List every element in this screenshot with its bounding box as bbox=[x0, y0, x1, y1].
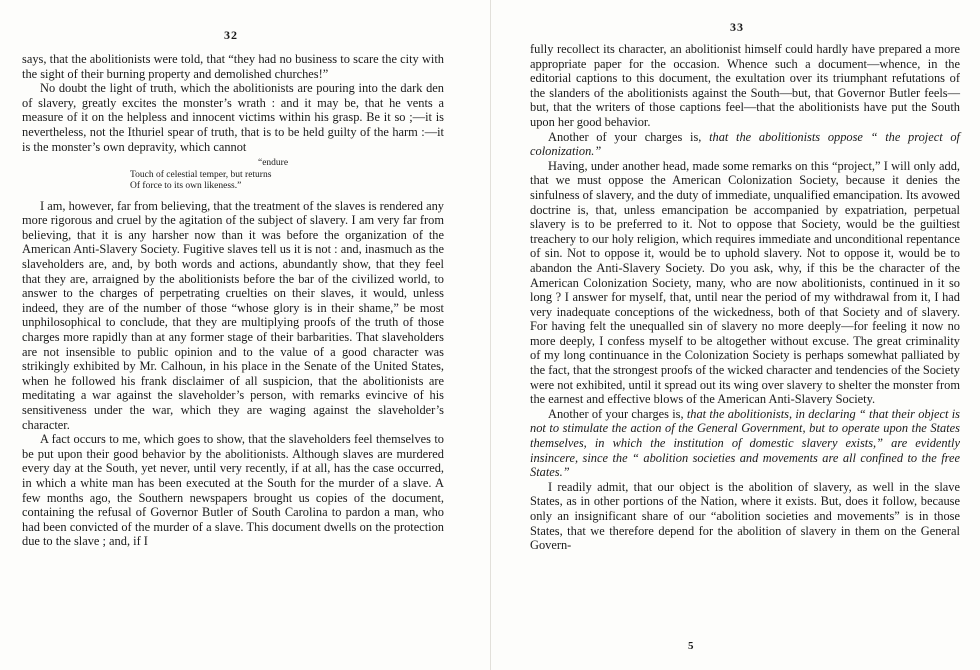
right-page bbox=[490, 0, 980, 670]
page-number-right: 33 bbox=[730, 20, 744, 34]
italic-quote: that the abolitionists oppose “ the project of colonization.” bbox=[530, 129, 960, 159]
quote-line: “endure bbox=[258, 158, 289, 169]
paragraph: Having, under another head, made some remarks on this “project,” I will only add, that we must oppose the American Colonization Society, because it denies the sinfulness of slavery, and the duty of immediate, unqualified emancipation. Its avowed doctrine is, that, unless emancipation be accompanied by expatriation, perpetual slavery is to be preferred to it. Not to oppose that Society, would be the guiltiest treachery to our holy religion, which requires immediate and unconditional repentance of sin. Not to oppose it, would be to uphold slavery. Not to oppose it, would be to abandon the Anti-Slavery Society. Do you ask, why, if this be the character of the American Colonization Society, many, who are now abolitionists, continued in it so long ? I answer for myself, that, until near the period of my withdrawal from it, I had very inadequate conceptions of the wickedness, both of that Society and of slavery. For having felt the unequalled sin of slavery no more deeply—for feeling it now no more deeply, I confess myself to be altogether without excuse. The great criminality of my long continuance in the Colonization Society is perhaps somewhat palliated by the fact, that the strongest proofs of the wicked character and tendencies of the Society were not exhibited, until it spread out its wing over slavery to shelter the monster from the earnest and effective blows of the American Anti-Slavery Society. bbox=[530, 158, 960, 407]
left-text-column bbox=[22, 52, 444, 549]
paragraph: A fact occurs to me, which goes to show, that the slaveholders feel themselves to be put upon their good behavior by the abolitionists. Although slaves are murdered every day at the South, yet never, until very recently, if at all, has the case occurred, in which a white man has been executed at the South for the murder of a slave. A few months ago, the Southern newspapers brought us copies of the document, containing the refusal of Governor Butler of South Carolina to pardon a man, who had been convicted of the murder of a slave. This document dwells on the protection due to the slave ; and, if I bbox=[22, 432, 444, 549]
paragraph: I am, however, far from believing, that the treatment of the slaves is rendered any more rigorous and cruel by the agitation of the subject of slavery. I am very far from believing, that it is any harsher now than it was before the organization of the American Anti-Slavery Society. Fugitive slaves tell us it is not : and, inasmuch as the slaveholders are, and, by both words and actions, abundantly show, that they feel that they are, arraigned by the abolitionists before the bar of the civilized world, to answer to the charges of perpetrating cruelties on their slaves, it would, unless indeed, they are of the number of those “whose glory is in their shame,” be most unphilosophical to conclude, that they are multiplying proofs of the truth of those charges more rapidly than at any former stage of their barbarities. That slaveholders are not insensible to public opinion and to the value of a good character was strikingly exhibited by Mr. Calhoun, in his place in the Senate of the United States, when he followed his frank disclaimer of all suspicion, that the abolitionists are meditating a war against the slaveholder’s person, with remarks evincive of his sensitiveness under the war, which they are waging against the slaveholder’s character. bbox=[22, 198, 444, 432]
paragraph-text: Another of your charges is, bbox=[548, 129, 710, 144]
quote-line: Touch of celestial temper, but returns bbox=[130, 169, 272, 180]
block-quote bbox=[130, 158, 444, 193]
paragraph-text: Another of your charges is, bbox=[548, 406, 687, 421]
signature-mark: 5 bbox=[688, 640, 694, 652]
quote-line: Of force to its own likeness.” bbox=[130, 181, 242, 192]
right-text-column bbox=[530, 42, 960, 553]
paragraph: I readily admit, that our object is the abolition of slavery, as well in the slave States, as in other portions of the Nation, where it exists. But, does it follow, because only an insignificant share of our “abolition societies and movements” is in those States, that we therefore depend for the abolition of slavery in them on the General Govern- bbox=[530, 479, 960, 553]
paragraph: No doubt the light of truth, which the abolitionists are pouring into the dark den of slavery, greatly excites the monster’s wrath : and it may be, that he vents a measure of it on the helpless and innocent victims within his grasp. Be it so ;—it is nevertheless, not the Ithuriel spear of truth, that is to be held guilty of the harm :—it is the monster’s own depravity, which cannot bbox=[22, 81, 444, 154]
paragraph bbox=[530, 130, 960, 159]
paragraph bbox=[530, 407, 960, 480]
page-number-left: 32 bbox=[224, 28, 238, 42]
paragraph: fully recollect its character, an abolitionist himself could hardly have prepared a more appropriate paper for the occasion. Whence such a document—whence, in the editorial captions to this document, the exultation over its triumphant refutations of the slanders of the abolitionists against the South—but, that Governor Butler feels—but, that the writers of those captions feel—that the abolitionists have put the South upon her good behavior. bbox=[530, 42, 960, 129]
paragraph: says, that the abolitionists were told, that “they had no business to scare the city with the sight of their burning property and demolished churches!” bbox=[22, 52, 444, 81]
italic-quote: that the abolitionists, in declaring “ that their object is not to stimulate the action of the General Government, but to operate upon the States themselves, in which the institution of domestic slavery exists,” are evidently insincere, since the “ abolition societies and movements are all confined to the free States.” bbox=[530, 406, 960, 480]
